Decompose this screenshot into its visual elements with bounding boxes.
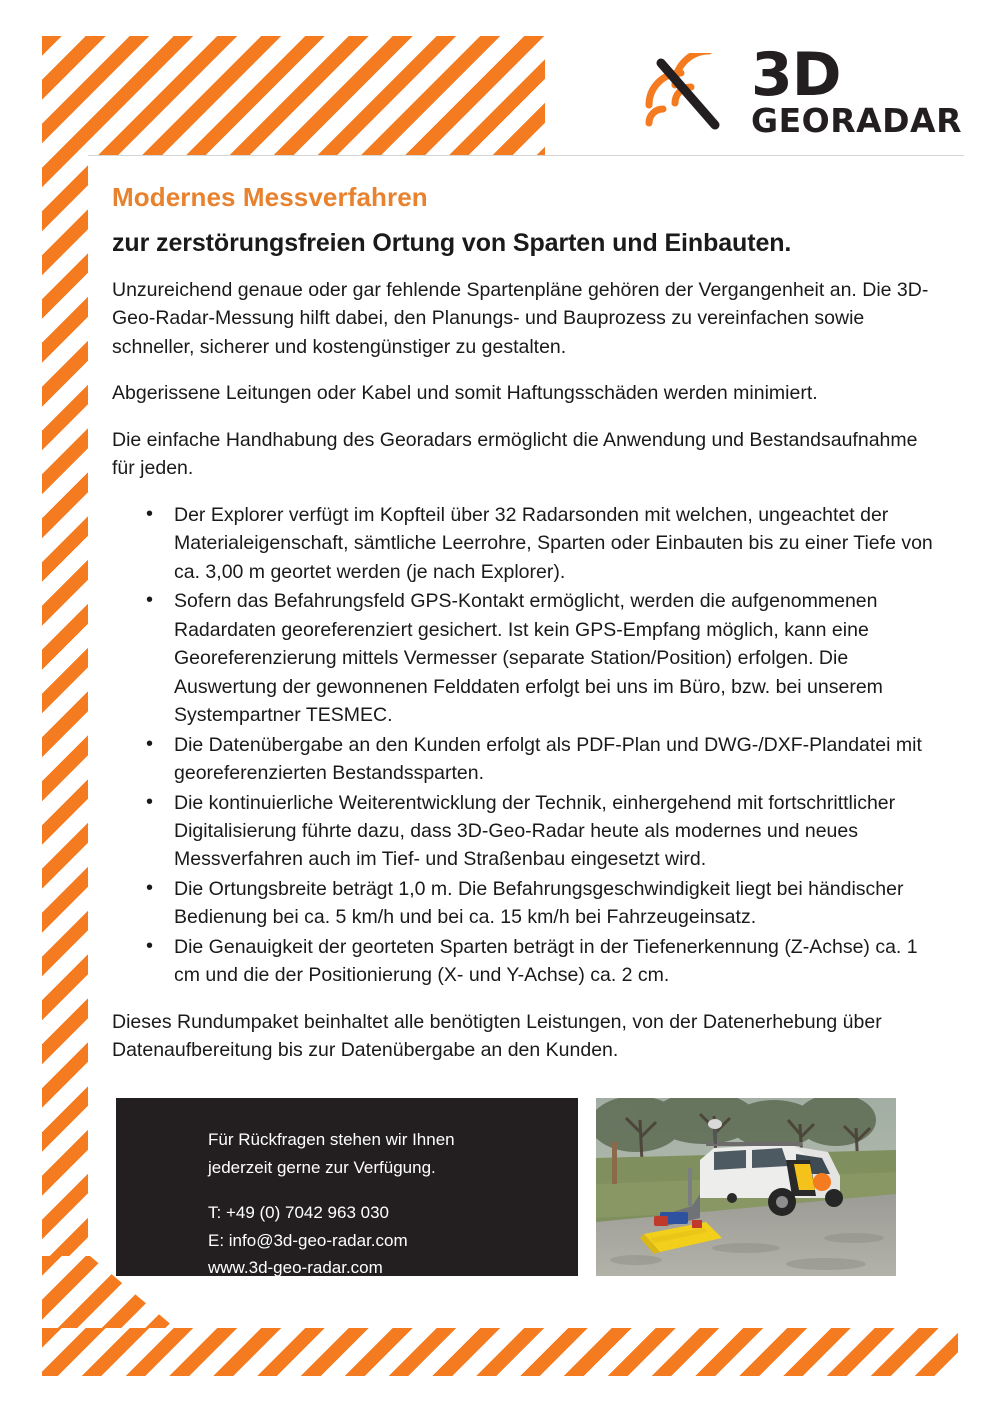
list-item: • Die Genauigkeit der georteten Sparten beträgt in der Tiefenerkennung (Z-Achse) ca. 1 cm und die der Positionierung (X- und Y-Achse) ca. 2 cm. — [174, 933, 940, 990]
intro-paragraph-3: Die einfache Handhabung des Georadars ermöglicht die Anwendung und Bestandsaufnahme für jeden. — [112, 428, 918, 480]
page-headline: Modernes Messverfahren — [112, 182, 428, 212]
contact-box — [116, 1098, 578, 1276]
intro-paragraph-1: Unzureichend genaue oder gar fehlende Spartenpläne gehören der Vergangenheit an. Die 3D-Geo-Radar-Messung hilft dabei, den Planungs- und Bauprozess zu vereinfachen sowie schneller, sicherer und kostengünstiger zu gestalten. — [112, 279, 929, 358]
logo-text-georadar: GEORADAR — [751, 101, 962, 141]
contact-intro-line-2: jederzeit gerne zur Verfügung. — [208, 1157, 436, 1177]
contact-spacer — [208, 1181, 578, 1199]
list-item: • Der Explorer verfügt im Kopfteil über 32 Radarsonden mit welchen, ungeachtet der Materialeigenschaft, sämtliche Leerrohre, Sparten oder Einbauten bis zu einer Tiefe von ca. 3,00 m geortet werden (je nach Explorer). — [174, 501, 940, 586]
stripe-band-bottom — [42, 1328, 958, 1376]
contact-phone[interactable]: T: +49 (0) 7042 963 030 — [208, 1203, 389, 1223]
contact-website[interactable]: www.3d-geo-radar.com — [208, 1258, 383, 1278]
list-item: • Die Datenübergabe an den Kunden erfolgt als PDF-Plan und DWG-/DXF-Plandatei mit georeferenzierten Bestandssparten. — [174, 731, 940, 788]
contact-email[interactable]: E: info@3d-geo-radar.com — [208, 1230, 408, 1250]
list-item: • Sofern das Befahrungsfeld GPS-Kontakt ermöglicht, werden die aufgenommenen Radardaten georeferenziert gesichert. Ist kein GPS-Empfang möglich, kann eine Georeferenzierung mittels Vermesser (separate Station/Position) erfolgen. Die Auswertung der gewonnenen Felddaten erfolgt bei uns im Büro, bzw. bei unserem Systempartner TESMEC. — [174, 587, 940, 729]
contact-intro-line-1: Für Rückfragen stehen wir Ihnen — [208, 1130, 455, 1149]
brand-logo-wordmark — [751, 40, 962, 141]
footer-row — [116, 1098, 896, 1276]
page-subheadline: zur zerstörungsfreien Ortung von Sparten und Einbauten. — [112, 229, 792, 257]
logo-text-3d: 3D — [751, 40, 841, 110]
radar-waves-icon — [641, 53, 737, 131]
content-card-top-rule — [88, 155, 964, 156]
stripe-band-top — [42, 36, 547, 156]
brand-logo — [641, 40, 962, 141]
list-item: • Die kontinuierliche Weiterentwicklung der Technik, einhergehend mit fortschrittlicher Digitalisierung führte dazu, dass 3D-Geo-Radar heute als modernes und neues Messverfahren auch im Tief- und Straßenbau eingesetzt wird. — [174, 789, 940, 874]
pickup-truck-with-georadar-array-photo — [596, 1098, 896, 1276]
stripe-band-left — [42, 36, 90, 1376]
closing-paragraph: Dieses Rundumpaket beinhaltet alle benötigten Leistungen, von der Datenerhebung über Datenaufbereitung bis zur Datenübergabe an den Kunden. — [112, 1010, 882, 1062]
intro-paragraph-2: Abgerissene Leitungen oder Kabel und somit Haftungsschäden werden minimiert. — [112, 382, 818, 405]
list-item: • Die Ortungsbreite beträgt 1,0 m. Die Befahrungsgeschwindigkeit liegt bei händischer Bedienung bei ca. 5 km/h und bei ca. 15 km/h bei Fahrzeugeinsatz. — [174, 875, 940, 932]
feature-bullet-list — [112, 501, 940, 990]
main-content — [112, 182, 940, 1065]
